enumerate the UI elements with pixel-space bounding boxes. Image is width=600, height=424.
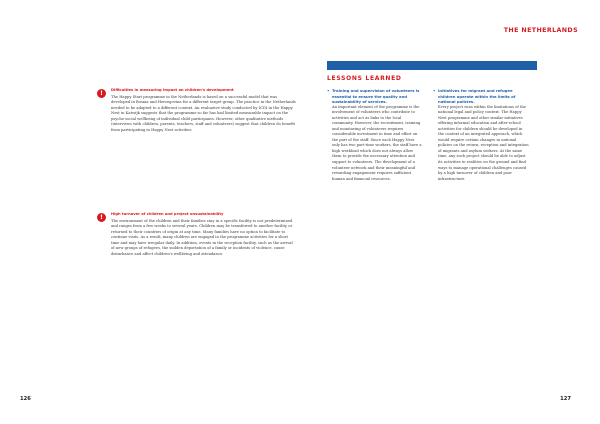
bullet-icon: •	[433, 88, 436, 93]
right-page	[300, 0, 600, 424]
challenge-high-turnover	[100, 212, 296, 257]
challenge-title: High turnover of children and project unsustainability	[111, 212, 224, 216]
challenge-body: The environment of the children and their families stay in a specific facility is not predetermined and ranges from a few weeks to several years. Children may be transferred to another facility or returned to their countries of origin at any time. Many families have no option to facilitate to continue visits. As a result, many children are engaged in the programme activities for a short time and may have irregular daily. In addition, events in the reception facility, such as the arrival of new groups of refugees, the sudden deportation of a family or incidents of violence, cause disturbance and affect children's wellbeing and attendance.	[111, 218, 293, 256]
lesson-title-text: Training and supervision of volunteers is essential to ensure the quality and sustainability of services.	[332, 88, 420, 104]
page-number-left: 126	[20, 396, 31, 402]
exclamation-icon: !	[97, 213, 106, 222]
lesson-title	[327, 88, 423, 105]
challenge-measuring-impact	[100, 88, 296, 133]
lesson-item-national-policies	[433, 88, 529, 182]
exclamation-icon: !	[97, 89, 106, 98]
bullet-icon: •	[327, 88, 330, 93]
lesson-body: Every project runs within the limitations of the national legal and policy context. The Happy Nest programme and other similar initiatives offering informal education and after-school activities for children should be developed in the context of an integrated approach, which would require certain changes in national policies on the return, reception and integration of migrants and asylum seekers. At the same time, any such project should be able to adjust its activities to realities on the ground and find ways to manage operational challenges caused by a high turnover of children and poor infrastructure.	[438, 104, 529, 181]
section-label: THE NETHERLANDS	[503, 27, 578, 34]
challenge-body: The Happy Start programme in the Netherlands is based on a successful model that was developed in Bosnia and Herzegovina for a different target group. The practice in the Netherlands needed to be adapted to a different context. An evaluative study conducted by ICDI in the Happy Nest in Katwijk suggests that the programme so far has had limited measurable impact on the psycho-social wellbeing of individual child participants. However, other qualitative methods (interviews with children, parents, teachers, staff and volunteers) suggest that children do benefit from participating in Happy Nest activities.	[111, 94, 296, 132]
challenge-title: Difficulties in measuring impact on children's development	[111, 88, 234, 92]
lesson-body: An important element of the programme is the involvement of volunteers who contribute to activities and act as links to the local community. However, the recruitment, training and monitoring of volunteers requires considerable investment in time and effort on the part of the staff. Since each Happy Nest only has two part-time workers, the staff have a high workload which does not always allow them to provide the necessary attention and support to volunteers. The development of a volunteer network and their meaningful and rewarding engagement requires sufficient human and financial resources.	[332, 104, 422, 181]
lesson-title	[433, 88, 529, 105]
lesson-title-text: Initiatives for migrant and refugee children operate within the limits of national policies.	[438, 88, 516, 104]
page-number-right: 127	[560, 396, 571, 402]
lessons-learned-heading: LESSONS LEARNED	[327, 75, 402, 82]
lesson-item-volunteers	[327, 88, 423, 182]
lessons-header-bar	[327, 61, 537, 70]
